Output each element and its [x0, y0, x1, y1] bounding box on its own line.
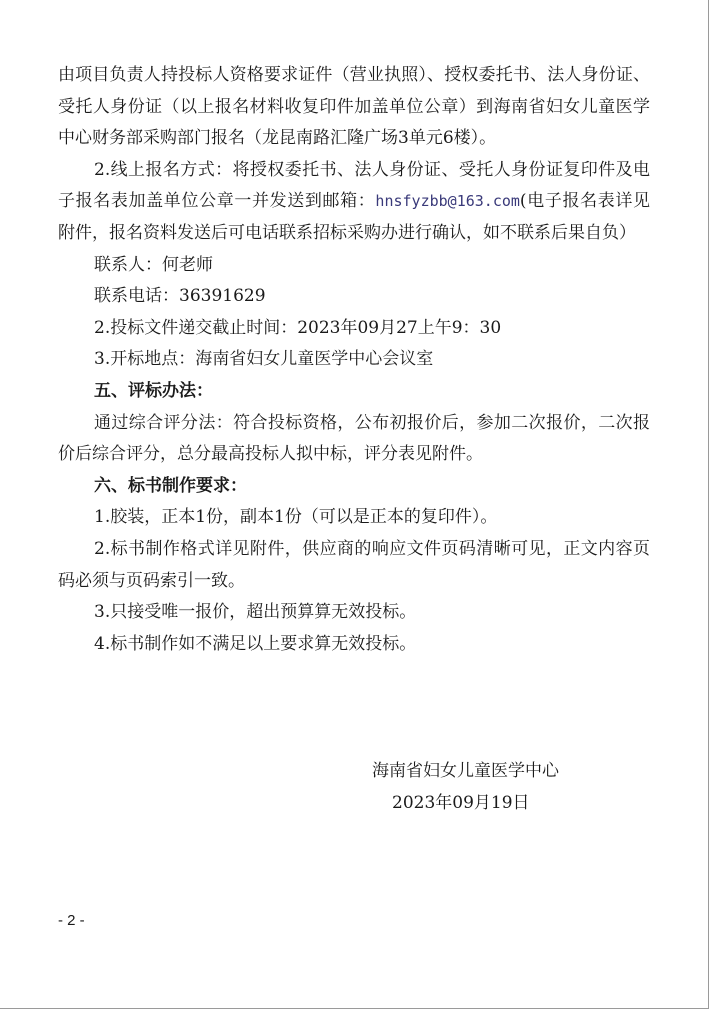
paragraph-contact-person: 联系人：何老师: [94, 254, 213, 275]
paragraph-registration-online: [58, 155, 650, 250]
paragraph-evaluation-method: 通过综合评分法：符合投标资格，公布初报价后，参加二次报价，二次报价后综合评分，总分最高投标人拟中标，评分表见附件。: [58, 412, 650, 465]
paragraph-requirement-4: 4.标书制作如不满足以上要求算无效投标。: [94, 633, 417, 654]
online-registration-note: (电子报名表详见附件，报名资料发送后可电话联系招标采购办进行确认，如不联系后果自负）: [58, 191, 650, 243]
paragraph-requirement-2: 2.标书制作格式详见附件，供应商的响应文件页码清晰可见，正文内容页码必须与页码索引一致。: [58, 538, 650, 591]
paragraph-requirement-3: 3.只接受唯一报价，超出预算算无效投标。: [94, 602, 417, 623]
paragraph-submission-deadline: 2.投标文件递交截止时间：2023年09月27上午9：30: [94, 317, 502, 338]
paragraph-registration-offline: 由项目负责人持投标人资格要求证件（营业执照）、授权委托书、法人身份证、受托人身份证（以上报名材料收复印件加盖单位公章）到海南省妇女儿童医学中心财务部采购部门报名（龙昆南路汇隆广场3单元6楼）。: [58, 65, 650, 149]
signature-organization: 海南省妇女儿童医学中心: [372, 761, 559, 781]
section-heading-evaluation: 五、评标办法：: [94, 380, 213, 401]
signature-block: [372, 755, 632, 819]
online-registration-text: 2.线上报名方式：将授权委托书、法人身份证、受托人身份证复印件及电子报名表加盖单位公章一并发送到邮箱：: [58, 159, 650, 212]
section-heading-bid-preparation: 六、标书制作要求：: [94, 475, 247, 496]
paragraph-contact-phone: 联系电话：36391629: [94, 286, 266, 307]
paragraph-bid-opening-location: 3.开标地点：海南省妇女儿童医学中心会议室: [94, 349, 434, 370]
signature-date: 2023年09月19日: [392, 793, 530, 813]
email-address: hnsfyzbb@163.com: [375, 192, 520, 211]
page-number: - 2 -: [58, 912, 85, 929]
paragraph-requirement-1: 1.胶装，正本1份，副本1份（可以是正本的复印件）。: [94, 507, 498, 528]
document-body: [58, 60, 650, 660]
